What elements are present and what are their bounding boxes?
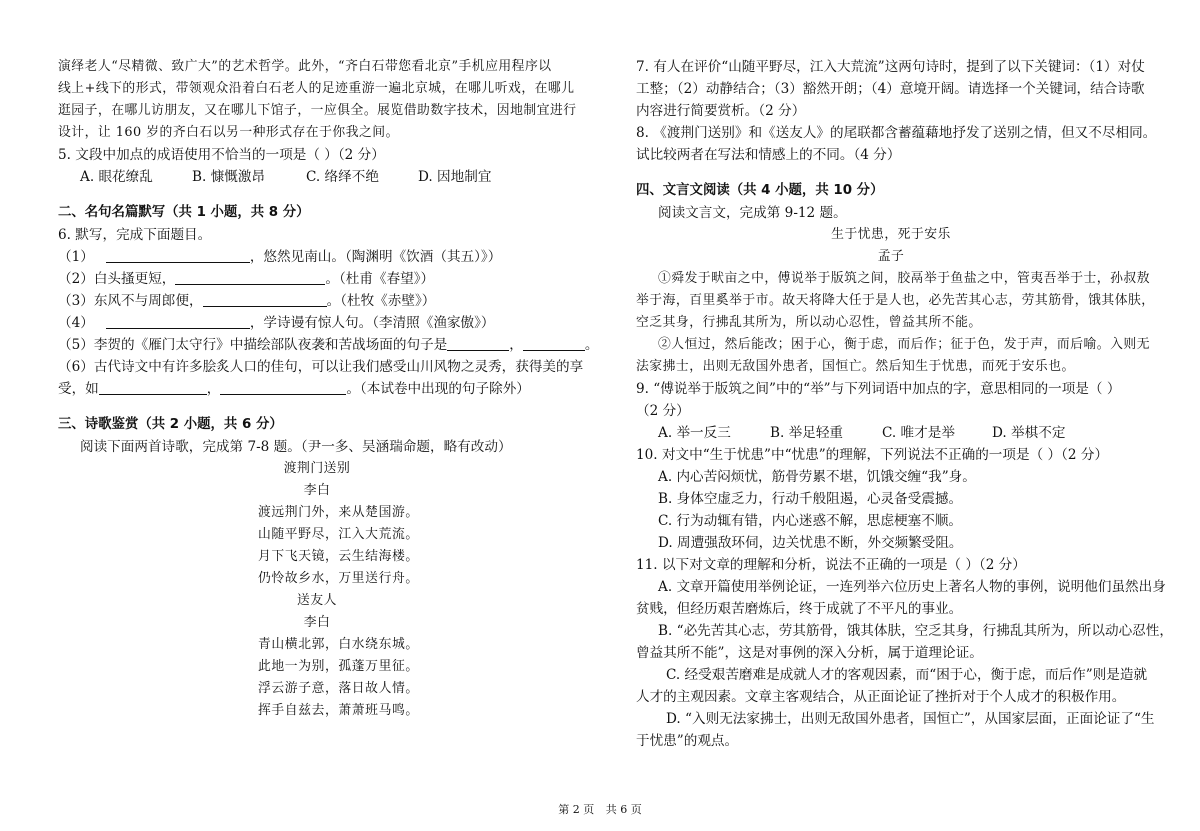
q10-option: B. 身体空虚乏力，行动千般阻遏，心灵备受震撼。	[658, 491, 963, 507]
answer-blank[interactable]	[220, 380, 346, 395]
para1-line: 空乏其身，行拂乱其所为，所以动心忍性，曾益其所不能。	[636, 315, 982, 330]
intro-line: 线上+线下的形式，带领观众沿着白石老人的足迹重游一遍北京城，在哪儿听戏，在哪儿	[58, 81, 575, 96]
q9-line: 9. “傅说举于版筑之间”中的“举”与下列词语中加点的字，意思相同的一项是（ ）	[636, 381, 1121, 397]
text-author: 孟子	[877, 249, 905, 264]
q8-line: 8. 《渡荆门送别》和《送友人》的尾联都含蓄蕴藉地抒发了送别之情，但又不尽相同。	[636, 125, 1157, 141]
left-column	[58, 56, 599, 722]
q11-stem: 11. 以下对文章的理解和分析，说法不正确的一项是（ ）（2 分）	[636, 557, 1026, 573]
intro-line: 演绎老人“尽精微、致广大”的艺术哲学。此外，“齐白石带您看北京”手机应用程序以	[58, 59, 552, 74]
section-2-title: 二、名句名篇默写（共 1 小题，共 8 分）	[58, 205, 310, 220]
section-4-title: 四、文言文阅读（共 4 小题，共 10 分）	[636, 183, 884, 198]
q10-stem: 10. 对文中“生于忧患”中“忧患”的理解，下列说法不正确的一项是（ ）（2 分）	[636, 447, 1109, 463]
q6-item-4: （4） ，学诗谩有惊人句。（李清照《渔家傲》）	[58, 315, 495, 331]
intro-line: 逛园子，在哪儿访朋友，又在哪儿下馆子，一应俱全。展览借助数字技术，因地制宜进行	[58, 103, 577, 118]
answer-blank[interactable]	[447, 336, 509, 351]
q5-option-c: C. 络绎不绝	[306, 169, 379, 185]
poem1-line: 渡远荆门外，来从楚国游。	[258, 505, 419, 520]
poem1-line: 山随平野尽，江入大荒流。	[258, 527, 419, 542]
q7-line: 7. 有人在评价“山随平野尽，江入大荒流”这两句诗时，提到了以下关键词：（1）对仗	[636, 59, 1145, 75]
q6-item-6-line2: 受，如 ， 。（本试卷中出现的句子除外）	[58, 381, 530, 397]
para1-line: ①舜发于畎亩之中，傅说举于版筑之间，胶鬲举于鱼盐之中，管夷吾举于士，孙叔敖	[658, 271, 1150, 286]
section-3-intro: 阅读下面两首诗歌，完成第 7-8 题。（尹一多、吴涵瑞命题，略有改动）	[80, 439, 512, 455]
answer-blank[interactable]	[99, 380, 207, 395]
answer-blank[interactable]	[203, 292, 327, 307]
q11-option-b-cont: 曾益其所不能”，这是对事例的深入分析，属于道理论证。	[636, 645, 983, 661]
q6-stem: 6. 默写，完成下面题目。	[58, 227, 212, 243]
q5-option-d: D. 因地制宜	[418, 169, 492, 185]
q6-item-6-line1: （6）古代诗文中有许多脍炙人口的佳句，可以让我们感受山川风物之灵秀，获得美的享	[58, 359, 584, 375]
page-number: 第 2 页	[558, 803, 595, 816]
q5-stem: 5. 文段中加点的成语使用不恰当的一项是（ ）（2 分）	[58, 147, 385, 163]
q10-option: C. 行为动辄有错，内心迷惑不解，思虑梗塞不顺。	[658, 513, 963, 529]
answer-blank[interactable]	[106, 314, 250, 329]
intro-line: 设计，让 160 岁的齐白石以另一种形式存在于你我之间。	[58, 125, 399, 140]
poem2-line: 浮云游子意，落日故人情。	[258, 681, 419, 696]
q7-line: 工整；（2）动静结合；（3）豁然开朗；（4）意境开阔。请选择一个关键词，结合诗歌	[636, 81, 1145, 97]
q6-item-1: （1） ，悠然见南山。（陶渊明《饮酒（其五）》）	[58, 249, 502, 265]
q9-option-d: D. 举棋不定	[992, 425, 1066, 441]
answer-blank[interactable]	[106, 248, 250, 263]
page-footer	[0, 801, 1200, 817]
answer-blank[interactable]	[175, 270, 325, 285]
q7-line: 内容进行简要赏析。（2 分）	[636, 103, 806, 119]
para1-line: 举于海，百里奚举于市。故天将降大任于是人也，必先苦其心志，劳其筋骨，饿其体肤，	[636, 293, 1155, 308]
page-total: 共 6 页	[605, 803, 642, 816]
q5-options	[58, 166, 576, 188]
poem1-line: 仍怜故乡水，万里送行舟。	[258, 571, 419, 586]
q11-option-d: D. “入则无法家拂士，出则无敌国外患者，国恒亡”，从国家层面，正面论证了“生	[666, 711, 1155, 727]
q6-item-3: （3）东风不与周郎便， 。（杜牧《赤壁》）	[58, 293, 436, 309]
poem2-line: 青山横北郭，白水绕东城。	[258, 637, 419, 652]
section-3-title: 三、诗歌鉴赏（共 2 小题，共 6 分）	[58, 417, 283, 432]
text-title: 生于忧患，死于安乐	[831, 227, 951, 242]
q6-item-2: （2）白头搔更短， 。（杜甫《春望》）	[58, 271, 435, 287]
q9-option-a: A. 举一反三	[658, 425, 731, 441]
poem1-line: 月下飞天镜，云生结海楼。	[258, 549, 419, 564]
q5-option-b: B. 慷慨激昂	[192, 169, 266, 185]
poem2-line: 此地一为别，孤蓬万里征。	[258, 659, 419, 674]
poem1-title: 渡荆门送别	[283, 461, 351, 476]
para2-line: ②人恒过，然后能改；困于心，衡于虑，而后作；征于色，发于声，而后喻。入则无	[658, 337, 1150, 352]
q5-option-a: A. 眼花缭乱	[80, 169, 153, 185]
q6-item-5: （5）李贺的《雁门太守行》中描绘部队夜袭和苦战场面的句子是 ， 。	[58, 337, 599, 353]
q11-option-c: C. 经受艰苦磨难是成就人才的客观因素，而“困于心，衡于虑，而后作”则是造就	[666, 667, 1148, 683]
para2-line: 法家拂士，出则无敌国外患者，国恒亡。然后知生于忧患，而死于安乐也。	[636, 359, 1075, 374]
q8-line: 试比较两者在写法和情感上的不同。（4 分）	[636, 147, 901, 163]
q9-option-b: B. 举足轻重	[770, 425, 844, 441]
q10-option: D. 周遭强敌环伺，边关忧患不断，外交频繁受阻。	[658, 535, 963, 551]
q11-option-b: B. “必先苦其心志，劳其筋骨，饿其体肤，空乏其身，行拂乱其所为，所以动心忍性，	[658, 623, 1173, 639]
q9-options	[636, 422, 1146, 444]
poem2-line: 挥手自兹去，萧萧班马鸣。	[258, 703, 419, 718]
right-column	[636, 56, 1173, 752]
q10-option: A. 内心苦闷烦忧，筋骨劳累不堪，饥饿交缠“我”身。	[658, 469, 976, 485]
q11-option-c-cont: 人才的主观因素。文章主客观结合，从正面论证了挫折对于个人成才的积极作用。	[636, 689, 1126, 705]
q9-line: （2 分）	[636, 403, 690, 419]
poem2-author: 李白	[303, 615, 331, 630]
q11-option-a: A. 文章开篇使用举例论证，一连列举六位历史上著名人物的事例，说明他们虽然出身	[658, 579, 1166, 595]
q11-option-a-cont: 贫贱，但经历艰苦磨炼后，终于成就了不平凡的事业。	[636, 601, 963, 617]
poem1-author: 李白	[303, 483, 331, 498]
q11-option-d-cont: 于忧患”的观点。	[636, 733, 739, 749]
section-4-intro: 阅读文言文，完成第 9-12 题。	[658, 205, 847, 221]
poem2-title: 送友人	[297, 593, 337, 608]
answer-blank[interactable]	[523, 336, 585, 351]
q9-option-c: C. 唯才是举	[882, 425, 955, 441]
